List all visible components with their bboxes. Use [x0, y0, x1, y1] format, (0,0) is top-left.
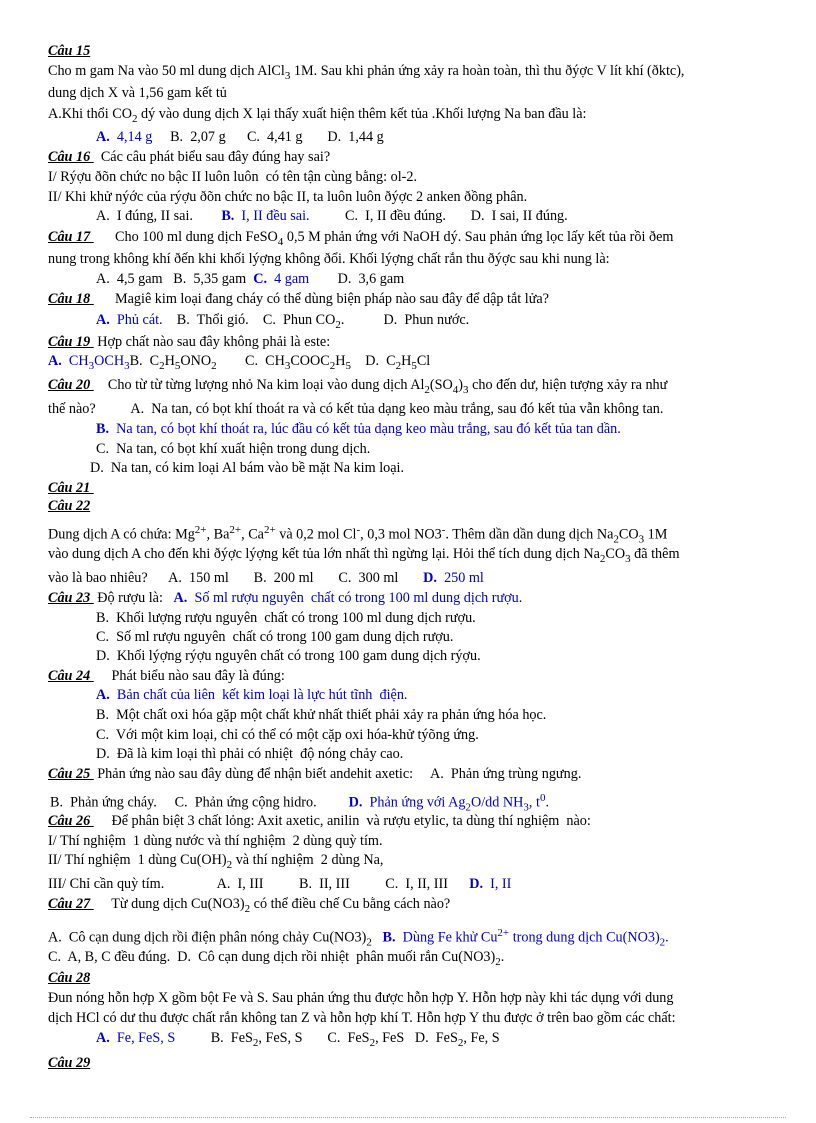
question-label: Câu 26	[48, 813, 94, 829]
text-segment: 2+	[497, 927, 510, 939]
text-segment: A.Khi thổi CO	[48, 106, 132, 122]
text-segment: C.	[253, 271, 268, 287]
text-segment: C. Với một kim loại, chỉ có thể có một cặp oxi hóa-khử týõng ứng.	[96, 727, 479, 743]
text-segment: 3	[88, 359, 95, 372]
text-segment: D.	[469, 876, 484, 892]
text-segment: Cl	[416, 353, 431, 369]
text-line	[0, 686, 816, 704]
text-segment: B.	[221, 208, 235, 224]
text-segment: 2	[329, 359, 336, 372]
text-line	[0, 376, 816, 399]
text-segment: O/dd NH	[470, 794, 524, 811]
text-line	[0, 765, 816, 783]
text-segment: D.	[348, 794, 363, 811]
text-line	[0, 609, 816, 627]
text-segment: có thể điều chế Cu bằng cách nào?	[250, 896, 451, 912]
text-segment: cho đến dư, hiện tượng xảy ra như	[468, 377, 668, 393]
text-segment: Phản ứng nào sau đây dùng để nhận biết andehit axetic: A. Phản ứng trùng ngưng.	[93, 766, 582, 782]
text-segment: A.	[173, 590, 188, 606]
text-segment: Để phân biệt 3 chất lỏng: Axit axetic, anilin và rượu etylic, ta dùng thí nghiệm nào:	[93, 813, 591, 829]
text-segment: và thí nghiệm 2 dùng Na,	[232, 852, 384, 868]
text-segment: .	[665, 929, 669, 946]
text-segment: 3	[523, 801, 529, 814]
text-segment: COOC	[290, 353, 330, 369]
text-line	[0, 706, 816, 724]
text-segment: , 0,3 mol NO3	[360, 526, 442, 543]
text-line	[0, 851, 816, 874]
text-segment: 4	[277, 235, 284, 248]
text-segment: 2	[252, 1036, 259, 1049]
text-segment: A.	[96, 1030, 110, 1046]
text-segment: 2	[226, 858, 233, 871]
text-segment: Hợp chất nào sau đây không phải là este:	[93, 334, 331, 350]
text-line	[0, 250, 816, 268]
text-segment: B. 2,07 g C. 4,41 g D. 1,44 g	[152, 129, 384, 145]
text-segment: Số ml rượu nguyên chất có trong 100 ml dung dịch rượu.	[187, 590, 523, 606]
text-line	[0, 42, 816, 60]
text-segment: dý vào dung dịch X lại thấy xuất hiện thêm kết tủa .Khối lượng Na ban đầu là:	[137, 106, 587, 122]
text-line	[0, 148, 816, 166]
text-line	[0, 188, 816, 206]
question-label: Câu 27	[48, 896, 94, 912]
text-segment: Các câu phát biểu sau đây đúng hay sai?	[93, 149, 331, 165]
text-segment: trong dung dịch Cu(NO3)	[509, 929, 660, 946]
text-segment: Phản ứng với Ag	[362, 794, 466, 811]
text-segment: II/ Khi khử nýớc của rýợu ðõn chức no bậc II, ta luôn luôn ðýợc 2 anken ðồng phân.	[48, 189, 528, 205]
text-segment: B. Một chất oxi hóa gặp một chất khử nhất thiết phải xảy ra phản ứng hóa học.	[96, 707, 547, 723]
text-segment: , FeS D. FeS	[375, 1030, 458, 1046]
text-segment: 2	[599, 552, 606, 565]
text-segment: D. Khối lýợng rýợu nguyên chất có trong 100 gam dung dịch rýợu.	[96, 648, 481, 664]
text-line	[0, 62, 816, 85]
question-label: Câu 25	[48, 766, 94, 782]
text-segment: vào là bao nhiêu? A. 150 ml B. 200 ml C. 300 ml	[48, 570, 424, 586]
text-segment: (SO	[429, 377, 453, 393]
text-segment: . D. Phun nước.	[340, 312, 470, 328]
text-segment: . Thêm dần dần dung dịch Na	[445, 526, 614, 543]
text-segment: 0	[539, 792, 546, 804]
text-segment: 2	[659, 936, 666, 949]
text-line	[0, 352, 816, 375]
text-segment: I, II	[483, 876, 512, 892]
text-segment: 3	[463, 383, 469, 396]
text-segment: .	[500, 949, 505, 965]
text-segment: 2	[395, 359, 402, 372]
text-segment: 5	[174, 359, 181, 372]
text-segment: I/ Thí nghiệm 1 dùng nước và thí nghiệm 2 dùng quỳ tím.	[48, 833, 383, 849]
text-segment: , t	[528, 794, 540, 811]
text-line	[0, 812, 816, 830]
text-line	[0, 497, 816, 515]
text-segment: 4	[452, 383, 459, 396]
question-label: Câu 21	[48, 480, 94, 496]
text-segment: D. Na tan, có kim loại Al bám vào bề mặt Na kim loại.	[90, 460, 405, 476]
text-line	[0, 459, 816, 477]
text-segment: 2	[244, 902, 251, 915]
text-segment: C. Na tan, có bọt khí xuất hiện trong dung dịch.	[96, 441, 371, 457]
text-line	[0, 667, 816, 685]
text-segment: 3	[284, 359, 291, 372]
question-label: Câu 29	[48, 1055, 91, 1071]
text-segment: B. C	[129, 353, 160, 369]
text-segment: 0,5 M phản ứng với NaOH dý. Sau phản ứng lọc lấy kết tủa rồi ðem	[283, 229, 674, 245]
question-label: Câu 18	[48, 291, 94, 307]
text-segment: CO	[618, 526, 639, 543]
text-segment: , Ba	[206, 526, 230, 543]
text-line	[0, 228, 816, 251]
text-segment	[372, 930, 383, 946]
text-segment: H	[335, 353, 346, 369]
text-segment: Dung dịch A có chứa: Mg	[48, 526, 195, 543]
text-line	[0, 948, 816, 971]
text-segment: 2+	[194, 524, 207, 536]
text-segment: A.	[96, 129, 110, 145]
text-line	[0, 589, 816, 607]
text-line	[0, 84, 816, 102]
text-segment: 2	[465, 801, 471, 814]
text-segment: 3	[638, 533, 645, 546]
text-line	[0, 400, 816, 418]
text-segment: nung trong không khí ðến khi khối lýợng không ðổi. Khối lýợng chất rắn thu ðýợc sau khi nung là:	[48, 251, 610, 267]
text-segment: 2	[495, 955, 501, 968]
text-segment: Cho từ từ từng lượng nhỏ Na kim loại vào dung dịch Al	[93, 377, 425, 393]
text-segment: dịch HCl có dư thu được chất rắn không tan Z và hỗn hợp khí T. Hỗn hợp Y thu được ở trên bao gồm các chất:	[48, 1010, 676, 1026]
text-segment: 2	[457, 1036, 464, 1049]
text-line	[0, 207, 816, 225]
text-segment: Phủ cát.	[109, 312, 163, 328]
text-segment: 2+	[229, 524, 242, 536]
text-segment: và 0,2 mol Cl	[275, 526, 357, 543]
text-line	[0, 479, 816, 497]
text-segment: CH	[61, 353, 89, 369]
text-segment: C. A, B, C đều đúng. D. Cô cạn dung dịch rồi nhiệt phân muối rắn Cu(NO3)	[48, 949, 496, 965]
text-segment: D. Đã là kim loại thì phải có nhiệt độ nóng chảy cao.	[96, 746, 404, 762]
text-segment: )	[458, 377, 464, 393]
text-line	[0, 628, 816, 646]
question-label: Câu 22	[48, 498, 91, 514]
text-segment: Từ dung dịch Cu(NO3)	[93, 896, 245, 912]
page-footer-divider	[30, 1117, 786, 1118]
text-line	[0, 128, 816, 146]
text-segment: .	[545, 794, 549, 811]
text-segment: II/ Thí nghiệm 1 dùng Cu(OH)	[48, 852, 227, 868]
text-line	[0, 311, 816, 334]
text-segment: B. Khối lượng rượu nguyên chất có trong 100 ml dung dịch rượu.	[96, 610, 476, 626]
text-segment: B. FeS	[175, 1030, 253, 1046]
text-line	[0, 420, 816, 438]
text-segment: -	[356, 524, 361, 536]
text-line	[0, 440, 816, 458]
text-line	[0, 290, 816, 308]
text-segment: 2+	[263, 524, 276, 536]
text-line	[0, 875, 816, 893]
text-segment: 3	[625, 552, 631, 565]
text-segment: B.	[382, 929, 396, 946]
text-segment: 2	[159, 359, 165, 372]
text-segment: 2	[211, 359, 217, 372]
text-line	[0, 647, 816, 665]
text-segment: D.	[423, 570, 437, 586]
text-line	[0, 168, 816, 186]
text-segment: 2	[366, 936, 372, 949]
text-segment: I, II đều sai.	[234, 208, 310, 224]
text-segment: 5	[345, 359, 352, 372]
text-segment: Phát biểu nào sau đây là đúng:	[93, 668, 285, 684]
text-segment: 1M	[644, 526, 668, 543]
text-line	[0, 1029, 816, 1052]
text-segment: 4,14 g	[109, 129, 153, 145]
text-segment: Magiê kim loại đang cháy có thể dùng biện pháp nào sau đây để dập tắt lửa?	[93, 291, 549, 307]
text-segment: 4 gam	[267, 271, 310, 287]
text-line	[0, 745, 816, 763]
question-label: Câu 23	[48, 590, 94, 606]
text-line	[0, 333, 816, 351]
question-label: Câu 19	[48, 334, 94, 350]
text-segment: 2	[131, 112, 138, 125]
text-segment: C. Số ml rượu nguyên chất có trong 100 gam dung dịch rượu.	[96, 629, 454, 645]
text-segment: Độ rượu là:	[93, 590, 174, 606]
text-segment: 2	[335, 318, 341, 331]
text-segment: B.	[96, 421, 110, 437]
text-segment: B. Phản ứng cháy. C. Phản ứng cộng hidro.	[50, 794, 349, 811]
text-segment: H	[401, 353, 412, 369]
text-segment: 2	[613, 533, 619, 546]
text-segment: , Ca	[241, 526, 264, 543]
text-segment: 250 ml	[436, 570, 484, 586]
text-line	[0, 105, 816, 128]
question-label: Câu 17	[48, 229, 94, 245]
text-segment: OCH	[94, 353, 125, 369]
text-segment: Bản chất của liên kết kim loại là lực hút tĩnh điện.	[109, 687, 408, 703]
text-segment: C. I, II đều đúng. D. I sai, II đúng.	[309, 208, 568, 224]
text-segment: 5	[411, 359, 417, 372]
text-segment: A.	[96, 312, 110, 328]
text-segment: H	[164, 353, 175, 369]
text-segment: vào dung dịch A cho đến khi ðýợc lýợng kết tủa lớn nhất thì ngừng lại. Hỏi thể tích dung dịch Na	[48, 546, 600, 562]
text-segment: A. I đúng, II sai.	[96, 208, 222, 224]
text-segment: C. CH	[216, 353, 285, 369]
question-label: Câu 16	[48, 149, 94, 165]
text-line	[0, 895, 816, 918]
text-line	[0, 832, 816, 850]
question-label: Câu 24	[48, 668, 94, 684]
text-line	[0, 545, 816, 568]
text-segment: 2	[369, 1036, 376, 1049]
question-label: Câu 15	[48, 43, 91, 59]
text-segment: 1M. Sau khi phản ứng xảy ra hoàn toàn, thì thu ðýợc V lít khí (ðktc),	[290, 63, 685, 79]
text-segment: 2	[424, 383, 430, 396]
text-segment: Cho 100 ml dung dịch FeSO	[93, 229, 278, 245]
text-segment: D. C	[351, 353, 396, 369]
text-segment	[94, 480, 101, 496]
text-segment: 3	[284, 69, 291, 82]
text-segment: 3	[124, 359, 130, 372]
text-segment: , Fe, S	[463, 1030, 500, 1046]
text-segment: B. Thổi gió. C. Phun CO	[162, 312, 336, 328]
text-line	[0, 969, 816, 987]
text-segment: Na tan, có bọt khí thoát ra, lúc đầu có kết tủa dạng keo màu trắng, sau đó kết tủa tan dần.	[109, 421, 621, 437]
text-segment: Cho m gam Na vào 50 ml dung dịch AlCl	[48, 63, 285, 79]
text-segment: Dùng Fe khử Cu	[395, 929, 498, 946]
question-label: Câu 20	[48, 377, 94, 393]
text-segment: đã thêm	[630, 546, 680, 562]
text-line	[0, 270, 816, 288]
text-line	[0, 726, 816, 744]
text-segment: dung dịch X và 1,56 gam kết tủ	[48, 85, 227, 101]
text-segment: Đun nóng hỗn hợp X gồm bột Fe và S. Sau phản ứng thu được hỗn hợp Y. Hỗn hợp này khi tác dụng với dung	[48, 990, 674, 1006]
text-segment: A. Cô cạn dung dịch rồi điện phân nóng chảy Cu(NO3)	[48, 929, 367, 946]
text-line	[0, 989, 816, 1007]
text-segment: III/ Chỉ cần quỳ tím. A. I, III B. II, III C. I, II, III	[48, 876, 470, 892]
text-segment: A.	[96, 687, 110, 703]
text-line	[0, 1054, 816, 1072]
text-segment: CO	[605, 546, 626, 562]
text-segment: ONO	[180, 353, 212, 369]
text-segment: A. 4,5 gam B. 5,35 gam	[96, 271, 254, 287]
text-segment: Fe, FeS, S	[109, 1030, 176, 1046]
text-segment: -	[441, 524, 446, 536]
text-line	[0, 569, 816, 587]
question-label: Câu 28	[48, 970, 91, 986]
text-segment: D. 3,6 gam	[309, 271, 405, 287]
text-segment: I/ Rýợu ðõn chức no bậc II luôn luôn có tên tận cùng bằng: ol-2.	[48, 169, 418, 185]
text-segment: A.	[48, 353, 62, 369]
text-segment: thế nào? A. Na tan, có bọt khí thoát ra và có kết tủa dạng keo màu trắng, sau đó kết tủa vẫn không tan.	[48, 401, 664, 417]
text-segment: , FeS, S C. FeS	[258, 1030, 370, 1046]
text-line	[0, 1009, 816, 1027]
